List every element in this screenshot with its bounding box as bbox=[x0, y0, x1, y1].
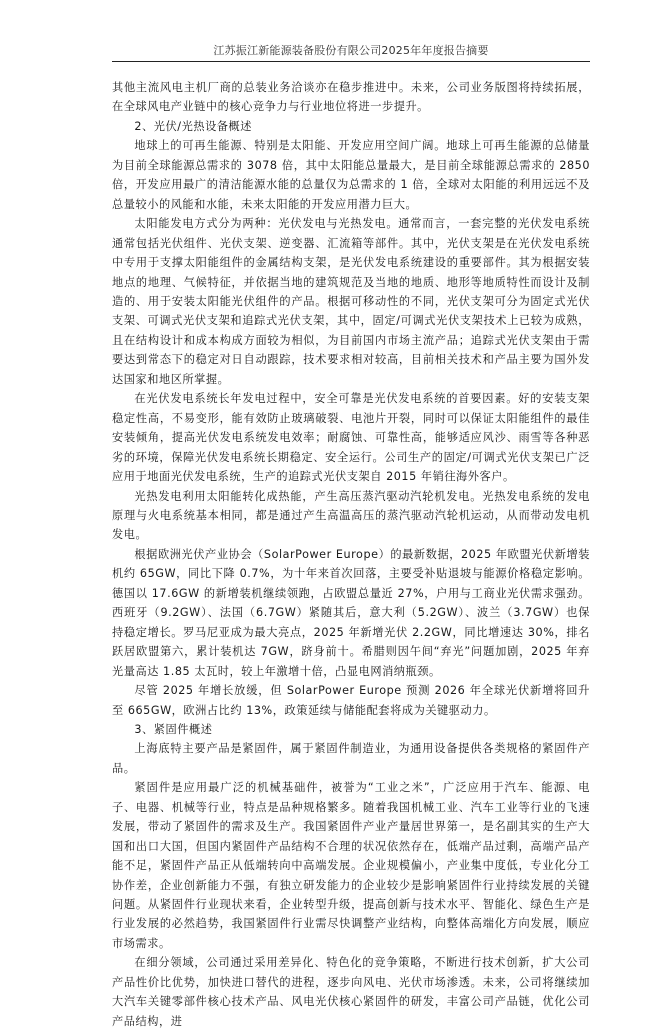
header-divider bbox=[112, 61, 590, 62]
paragraph-strategy: 在细分领域，公司通过采用差异化、特色化的竞争策略，不断进行技术创新，扩大公司产品性价比优势，加快进口替代的进程，逐步向风电、光伏市场渗透。未来，公司将继续加大汽车关键零部件核心技术产品、风电光伏核心紧固件的研发，丰富公司产品链，优化公司产品结构，进 bbox=[112, 956, 590, 1028]
paragraph-solar-methods: 太阳能发电方式分为两种：光伏发电与光热发电。通常而言，一套完整的光伏发电系统通常包括光伏组件、光伏支架、逆变器、汇流箱等部件。其中，光伏支架是在光伏发电系统中专用于支撑太阳能组件的金属结构支架，是光伏发电系统建设的重要部件。其为根据安装地点的地理、气候特征，并依据当地的建筑规范及当地的地质、地形等地质特性而设计及制造的、用于安装太阳能光伏组件的产品。根据可移动性的不同，光伏支架可分为固定式光伏支架、可调式光伏支架和追踪式光伏支架，其中，固定/可调式光伏支架技术上已较为成熟，且在结构设计和成本构成方面较为相似，为目前国内市场主流产品；追踪式光伏支架由于需要达到常态下的稳定对日自动跟踪，技术要求相对较高，目前相关技术和产品主要为国外发达国家和地区所掌握。 bbox=[112, 217, 590, 386]
paragraph-fastener-intro: 上海底特主要产品是紧固件，属于紧固件制造业，为通用设备提供各类规格的紧固件产品。 bbox=[112, 742, 590, 775]
paragraph-pv-mount: 在光伏发电系统长年发电过程中，安全可靠是光伏发电系统的首要因素。好的安装支架稳定性高，不易变形，能有效防止玻璃破裂、电池片开裂，同时可以保证太阳能组件的最佳安装倾角，提高光伏发电系统发电效率；耐腐蚀、可靠性高，能够适应风沙、雨雪等各种恶劣的环境，保障光伏发电系统长期稳定、安全运行。公司生产的固定/可调式光伏支架已广泛应用于地面光伏发电系统，生产的追踪式光伏支架自 2015 年销往海外客户。 bbox=[112, 392, 590, 484]
page-header: 江苏振江新能源装备股份有限公司2025年年度报告摘要 bbox=[213, 44, 489, 57]
paragraph-continuation: 其他主流风电主机厂商的总装业务洽谈亦在稳步推进中。未来，公司业务版图将持续拓展，在全球风电产业链中的核心竞争力与行业地位将进一步提升。 bbox=[112, 81, 590, 114]
paragraph-csp: 光热发电利用太阳能转化成热能，产生高压蒸汽驱动汽轮机发电。光热发电系统的发电原理与火电系统基本相同，都是通过产生高温高压的蒸汽驱动汽轮机运动，从而带动发电机发电。 bbox=[112, 489, 590, 542]
paragraph-forecast: 尽管 2025 年增长放缓，但 SolarPower Europe 预测 2026 年全球光伏新增将回升至 665GW，欧洲占比约 13%，政策延续与储能配套将成为关键驱动力。 bbox=[112, 684, 590, 717]
paragraph-renewable: 地球上的可再生能源、特别是太阳能、开发应用空间广阔。地球上可再生能源的总储量为目前全球能源总需求的 3078 倍，其中太阳能总量最大，是目前全球能源总需求的 2850 倍，开发应用最广的清洁能源水能的总量仅为总需求的 1 倍，全球对太阳能的利用远远不及总量较小的风能和水能，未来太阳能的开发应用潜力巨大。 bbox=[112, 139, 590, 211]
paragraph-fastener-industry: 紧固件是应用最广泛的机械基础件，被誉为“工业之米”，广泛应用于汽车、能源、电子、电器、机械等行业，特点是品种规格繁多。随着我国机械工业、汽车工业等行业的飞速发展，带动了紧固件的需求及生产。我国紧固件产业产量居世界第一，是名副其实的生产大国和出口大国，但国内紧固件产品结构不合理的状况依然存在，低端产品过剩，高端产品产能不足，紧固件产品正从低端转向中高端发展。企业规模偏小，产业集中度低，专业化分工协作差，企业创新能力不强，有独立研发能力的企业较少是影响紧固件行业持续发展的关键问题。从紧固件行业现状来看，企业转型升级，提高创新与技术水平、智能化、绿色生产是行业发展的必然趋势，我国紧固件行业需尽快调整产业结构，向整体高端化方向发展，顺应市场需求。 bbox=[112, 781, 590, 950]
section-heading-fastener: 3、紧固件概述 bbox=[134, 722, 213, 736]
document-body bbox=[112, 78, 590, 1031]
section-heading-pv: 2、光伏/光热设备概述 bbox=[134, 119, 253, 133]
paragraph-europe-data: 根据欧洲光伏产业协会（SolarPower Europe）的最新数据，2025 年欧盟光伏新增装机约 65GW，同比下降 0.7%，为十年来首次回落，主要受补贴退坡与能源价格稳定影响。德国以 17.6GW 的新增装机继续领跑，占欧盟总量近 27%，户用与工商业光伏需求强劲。西班牙（9.2GW）、法国（6.7GW）紧随其后，意大利（5.2GW）、波兰（3.7GW）也保持稳定增长。罗马尼亚成为最大亮点，2025 年新增光伏 2.2GW，同比增速达 30%，排名跃居欧盟第六，累计装机达 7GW，跻身前十。希腊则因午间“弃光”问题加剧，2025 年弃光量高达 1.85 太瓦时，较上年激增十倍，凸显电网消纳瓶颈。 bbox=[112, 547, 590, 678]
